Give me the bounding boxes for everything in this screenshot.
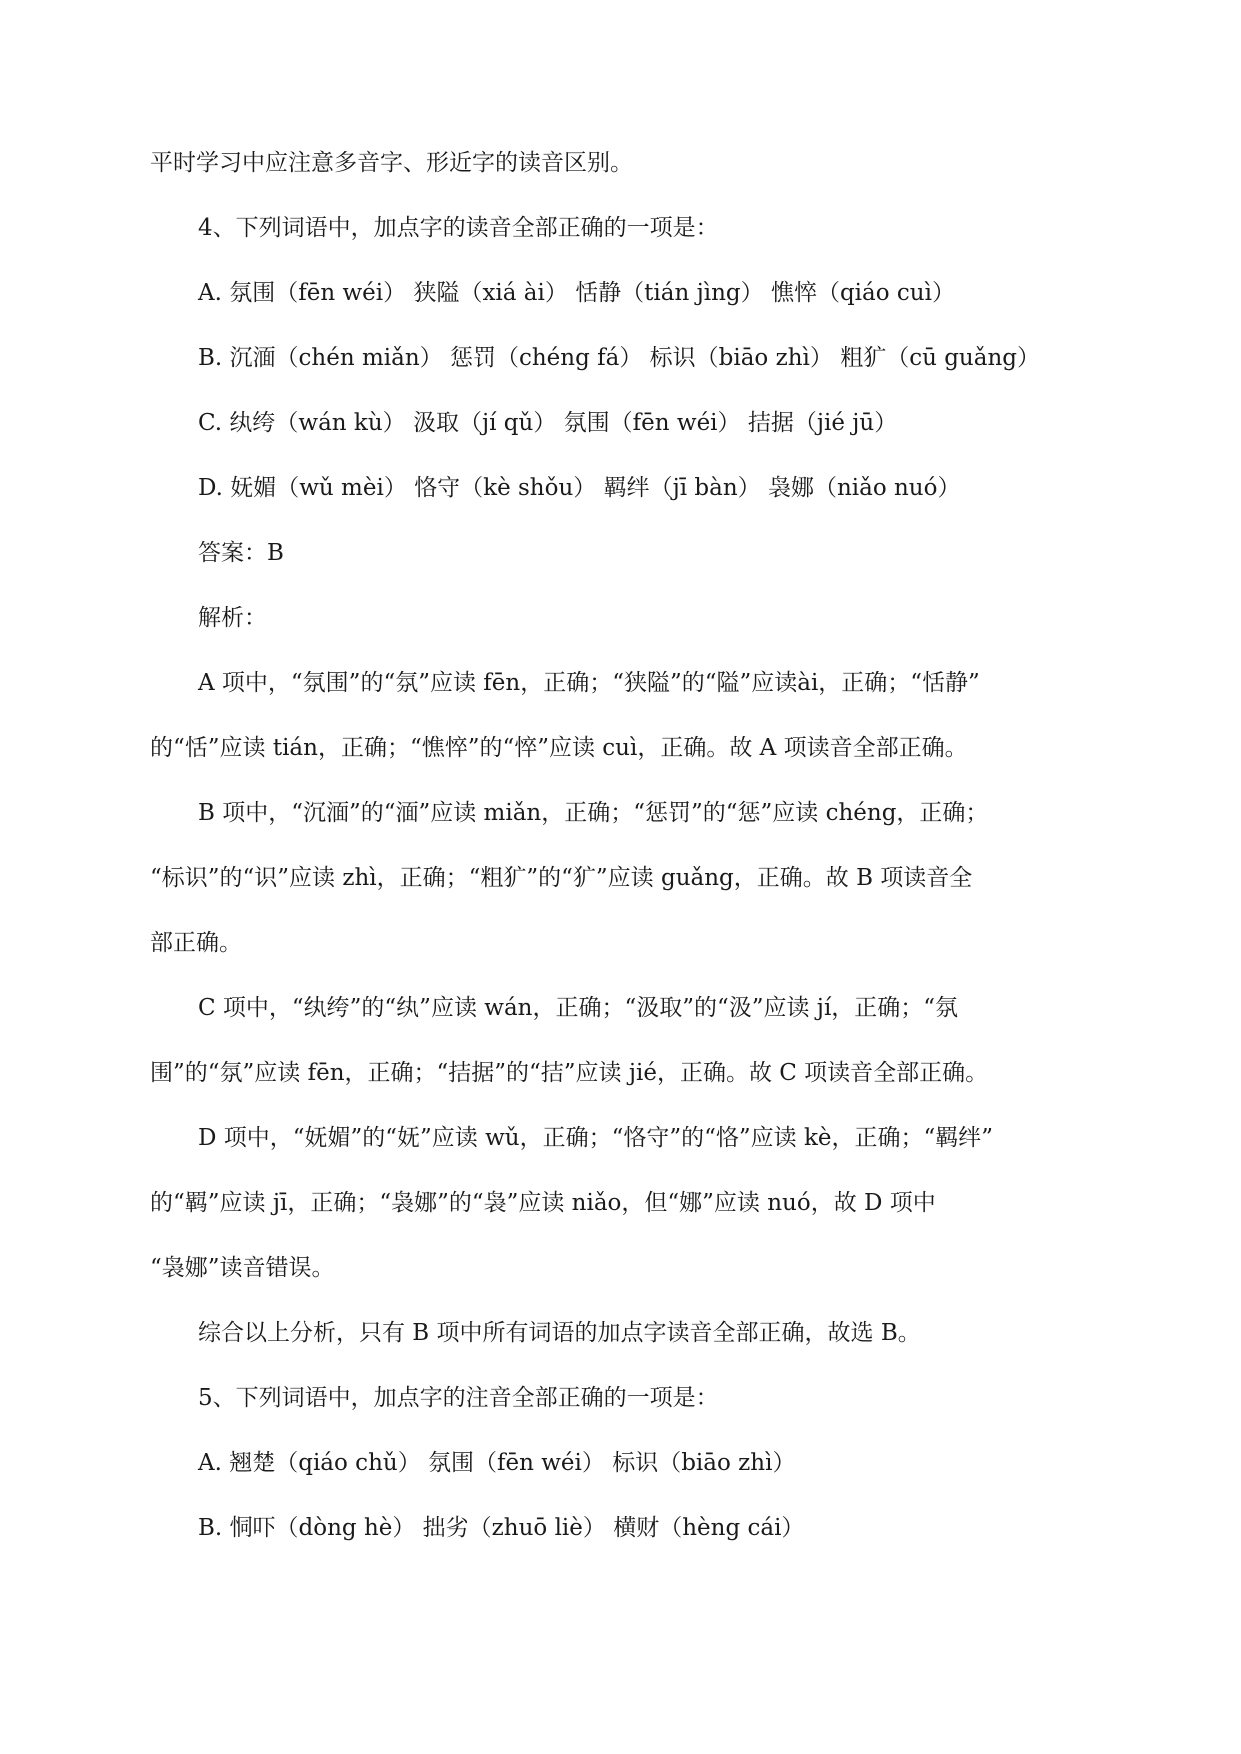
question-4-option-d: D. 妩媚（wǔ mèi） 恪守（kè shǒu） 羁绊（jī bàn） 袅娜（niǎo nuó） [198, 475, 961, 501]
question-5-option-a: A. 翘楚（qiáo chǔ） 氛围（fēn wéi） 标识（biāo zhì） [198, 1450, 796, 1476]
analysis-text-line: 部正确。 [150, 930, 242, 956]
answer-line: 答案：B [198, 540, 284, 566]
analysis-text-line: D 项中，“妩媚”的“妩”应读 wǔ，正确；“恪守”的“恪”应读 kè，正确；“羁绊” [198, 1125, 994, 1151]
analysis-text-line: A 项中，“氛围”的“氛”应读 fēn，正确；“狭隘”的“隘”应读ài，正确；“恬静” [198, 670, 980, 696]
analysis-text-line: 的“羁”应读 jī，正确；“袅娜”的“袅”应读 niǎo，但“娜”应读 nuó，故 D 项中 [150, 1190, 936, 1216]
analysis-text-line: “标识”的“识”应读 zhì，正确；“粗犷”的“犷”应读 guǎng，正确。故 B 项读音全 [150, 865, 973, 891]
question-4-stem: 4、下列词语中，加点字的读音全部正确的一项是： [198, 215, 719, 241]
analysis-text-line: 围”的“氛”应读 fēn，正确；“拮据”的“拮”应读 jié，正确。故 C 项读音全部正确。 [150, 1060, 989, 1086]
question-4-option-a: A. 氛围（fēn wéi） 狭隘（xiá ài） 恬静（tián jìng） 憔悴（qiáo cuì） [198, 280, 955, 306]
analysis-text-line: C 项中，“纨绔”的“纨”应读 wán，正确；“汲取”的“汲”应读 jí，正确；“氛 [198, 995, 959, 1021]
analysis-conclusion: 综合以上分析，只有 B 项中所有词语的加点字读音全部正确，故选 B。 [198, 1320, 921, 1346]
analysis-heading: 解析： [198, 605, 267, 631]
analysis-text-line: B 项中，“沉湎”的“湎”应读 miǎn，正确；“惩罚”的“惩”应读 chéng，正确； [198, 800, 989, 826]
question-4-option-b: B. 沉湎（chén miǎn） 惩罚（chéng fá） 标识（biāo zhì） 粗犷（cū guǎng） [198, 345, 1040, 371]
question-5-stem: 5、下列词语中，加点字的注音全部正确的一项是： [198, 1385, 719, 1411]
analysis-text-line: “袅娜”读音错误。 [150, 1255, 335, 1281]
text-line: 平时学习中应注意多音字、形近字的读音区别。 [150, 150, 633, 176]
analysis-text-line: 的“恬”应读 tián，正确；“憔悴”的“悴”应读 cuì，正确。故 A 项读音全部正确。 [150, 735, 968, 761]
question-4-option-c: C. 纨绔（wán kù） 汲取（jí qǔ） 氛围（fēn wéi） 拮据（jié jū） [198, 410, 898, 436]
question-5-option-b: B. 恫吓（dòng hè） 拙劣（zhuō liè） 横财（hèng cái） [198, 1515, 805, 1541]
